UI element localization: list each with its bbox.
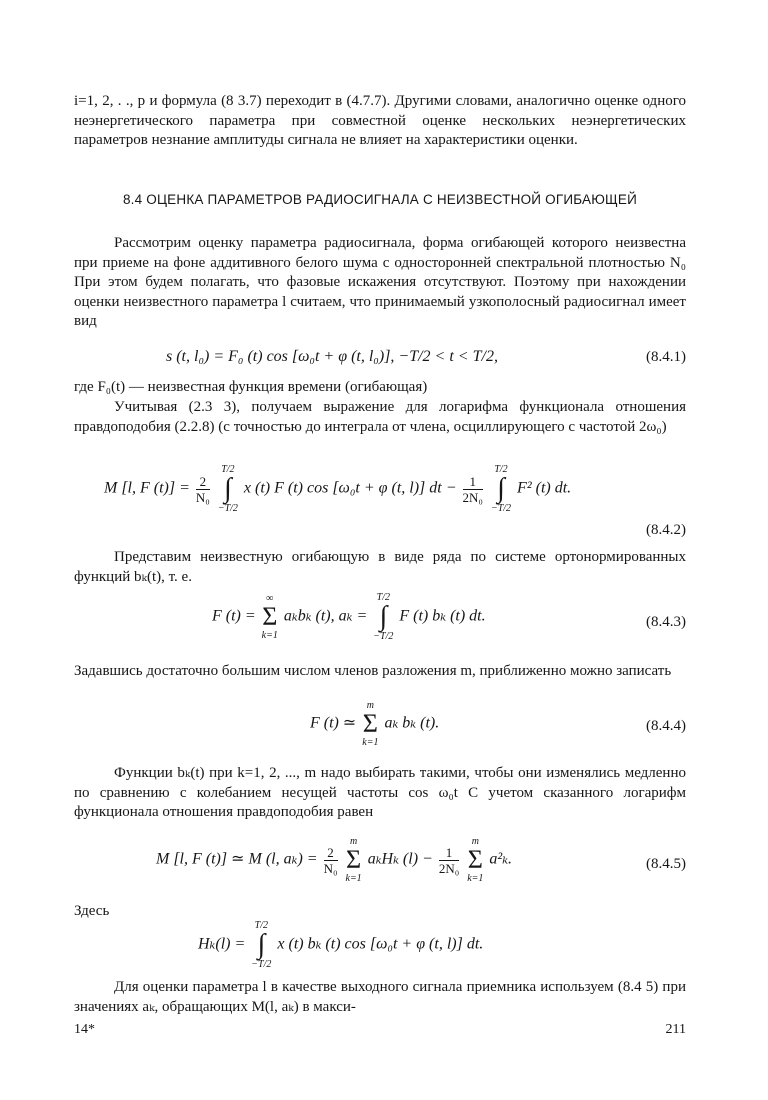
denominator: 2N₀ [462, 489, 483, 505]
paragraph-estimate: Для оценки параметра l в качестве выходного сигнала приемника используем (8.4 5) при значениях aₖ, обращающих M(l, aₖ) в макси- [74, 979, 686, 1015]
eq6-rhs: x (t) bₖ (t) cos [ω₀t + φ (t, l)] dt. [277, 935, 484, 953]
sum-sign [262, 593, 278, 641]
paragraph-likelihood: Учитывая (2.3 3), получаем выражение для логарифма функционала отношения правдоподобия (2.2.8) (с точностью до интеграла от члена, осциллирующего с частотой 2ω₀) [74, 399, 686, 435]
integral-symbol: ∫ [497, 473, 505, 504]
equation-8-4-4-body [310, 700, 439, 748]
equation-number: (8.4.1) [646, 349, 686, 365]
equation-8-4-5-body [156, 836, 512, 884]
sum-symbol: Σ [467, 845, 483, 874]
integral-sign [491, 464, 511, 514]
integral-symbol: ∫ [257, 929, 266, 960]
integral-symbol: ∫ [224, 473, 232, 504]
paragraph-intro: i=1, 2, . ., p и формула (8 3.7) переходит в (4.7.7). Другими словами, аналогично оценке одного неэнергетического параметра при совместной оценке нескольких неэнергетических параметров незнание амплитуды сигнала не влияет на характеристики оценки. [74, 93, 686, 148]
paragraph-functions: Функции bₖ(t) при k=1, 2, ..., m надо выбирать такими, чтобы они изменялись медленно по сравнению с колебанием несущей частоты cos ω₀t С учетом сказанного логарифм функционала отношения правдоподобия равен [74, 765, 686, 820]
eq5-mid: aₖHₖ (l) − [367, 850, 433, 868]
equation-number: (8.4.3) [646, 614, 686, 630]
fraction [463, 474, 483, 505]
upper-limit: T/2 [221, 464, 235, 475]
signature-mark: 14* [74, 1022, 95, 1037]
paragraph-here: Здесь [74, 903, 110, 919]
equation-hk-body [198, 920, 483, 970]
sum-sign [362, 700, 378, 748]
integral-sign [218, 464, 238, 514]
lower-limit: −T/2 [217, 503, 238, 514]
paragraph-envelope: где F₀(t) — неизвестная функция времени (огибающая) [74, 379, 428, 395]
lower-limit: k=1 [362, 737, 379, 748]
equation-8-4-5 [74, 836, 686, 898]
page-number: 211 [665, 1022, 686, 1037]
numerator: 1 [463, 474, 483, 490]
integral-symbol: ∫ [379, 601, 388, 632]
paragraph-truncation: Задавшись достаточно большим числом членов разложения m, приближенно можно записать [74, 663, 672, 679]
numerator: 2 [196, 474, 210, 490]
integral-sign [373, 592, 393, 642]
equation-number: (8.4.2) [646, 522, 686, 538]
denominator: 2N₀ [438, 860, 460, 876]
upper-limit: m [349, 836, 358, 847]
upper-limit: m [366, 700, 374, 711]
equation-hk [74, 920, 686, 978]
eq5-rhs: a²ₖ. [489, 850, 513, 868]
upper-limit: T/2 [494, 464, 508, 475]
eq3-rhs: F (t) bₖ (t) dt. [399, 607, 486, 625]
equation-number: (8.4.5) [646, 856, 686, 872]
denominator: N₀ [323, 860, 338, 876]
eq3-lhs: F (t) = [212, 607, 256, 625]
lower-limit: k=1 [261, 630, 278, 641]
sum-symbol: Σ [346, 845, 362, 874]
equation-8-4-3-body [212, 592, 486, 642]
sum-symbol: Σ [262, 602, 278, 631]
lower-limit: −T/2 [490, 503, 512, 514]
lower-limit: k=1 [467, 873, 484, 884]
fraction [439, 845, 459, 876]
equation-8-4-2-body [104, 464, 571, 514]
fraction [324, 845, 338, 876]
eq4-lhs: F (t) ≃ [310, 714, 357, 732]
equation-8-4-3 [74, 592, 686, 654]
sum-sign [346, 836, 362, 884]
sum-symbol: Σ [362, 709, 378, 738]
equation-8-4-1-body: s (t, l₀) = F₀ (t) cos [ω₀t + φ (t, l₀)], −T/2 < t < T/2, [166, 348, 498, 365]
equation-8-4-2 [74, 462, 686, 542]
eq2-lhs: M [l, F (t)] = [104, 479, 190, 497]
upper-limit: ∞ [266, 593, 274, 604]
denominator: N₀ [195, 489, 210, 505]
upper-limit: T/2 [254, 920, 269, 931]
lower-limit: −T/2 [251, 959, 272, 970]
equation-8-4-4 [74, 700, 686, 758]
fraction [196, 474, 210, 505]
lower-limit: −T/2 [373, 631, 394, 642]
numerator: 2 [324, 845, 338, 861]
eq6-lhs: Hₖ(l) = [198, 935, 246, 953]
eq5-lhs: M [l, F (t)] ≃ M (l, aₖ) = [156, 850, 318, 868]
sum-sign [467, 836, 483, 884]
section-heading: 8.4 ОЦЕНКА ПАРАМЕТРОВ РАДИОСИГНАЛА С НЕИЗВЕСТНОЙ ОГИБАЮЩЕЙ [122, 192, 638, 207]
upper-limit: m [471, 836, 479, 847]
eq4-rhs: aₖ bₖ (t). [384, 714, 440, 732]
eq3-mid: aₖbₖ (t), aₖ = [283, 607, 368, 625]
paragraph-series: Представим неизвестную огибающую в виде ряда по системе ортонормированных функций bₖ(t), т. е. [74, 549, 686, 585]
integral-sign [251, 920, 271, 970]
lower-limit: k=1 [345, 873, 362, 884]
eq2-integrand-1: x (t) F (t) cos [ω₀t + φ (t, l)] dt − [243, 479, 457, 497]
equation-number: (8.4.4) [646, 718, 686, 734]
eq2-integrand-2: F² (t) dt. [517, 479, 572, 497]
paragraph-problem: Рассмотрим оценку параметра радиосигнала, форма огибающей которого неизвестна при приеме на фоне аддитивного белого шума с односторонней спектральной плотностью N₀ При этом будем полагать, что фазовые искажения отсутствуют. Поэтому при нахождении оценки неизвестного параметра l считаем, что принимаемый узкополосный радиосигнал имеет вид [74, 235, 686, 329]
upper-limit: T/2 [376, 592, 390, 603]
numerator: 1 [439, 845, 459, 861]
